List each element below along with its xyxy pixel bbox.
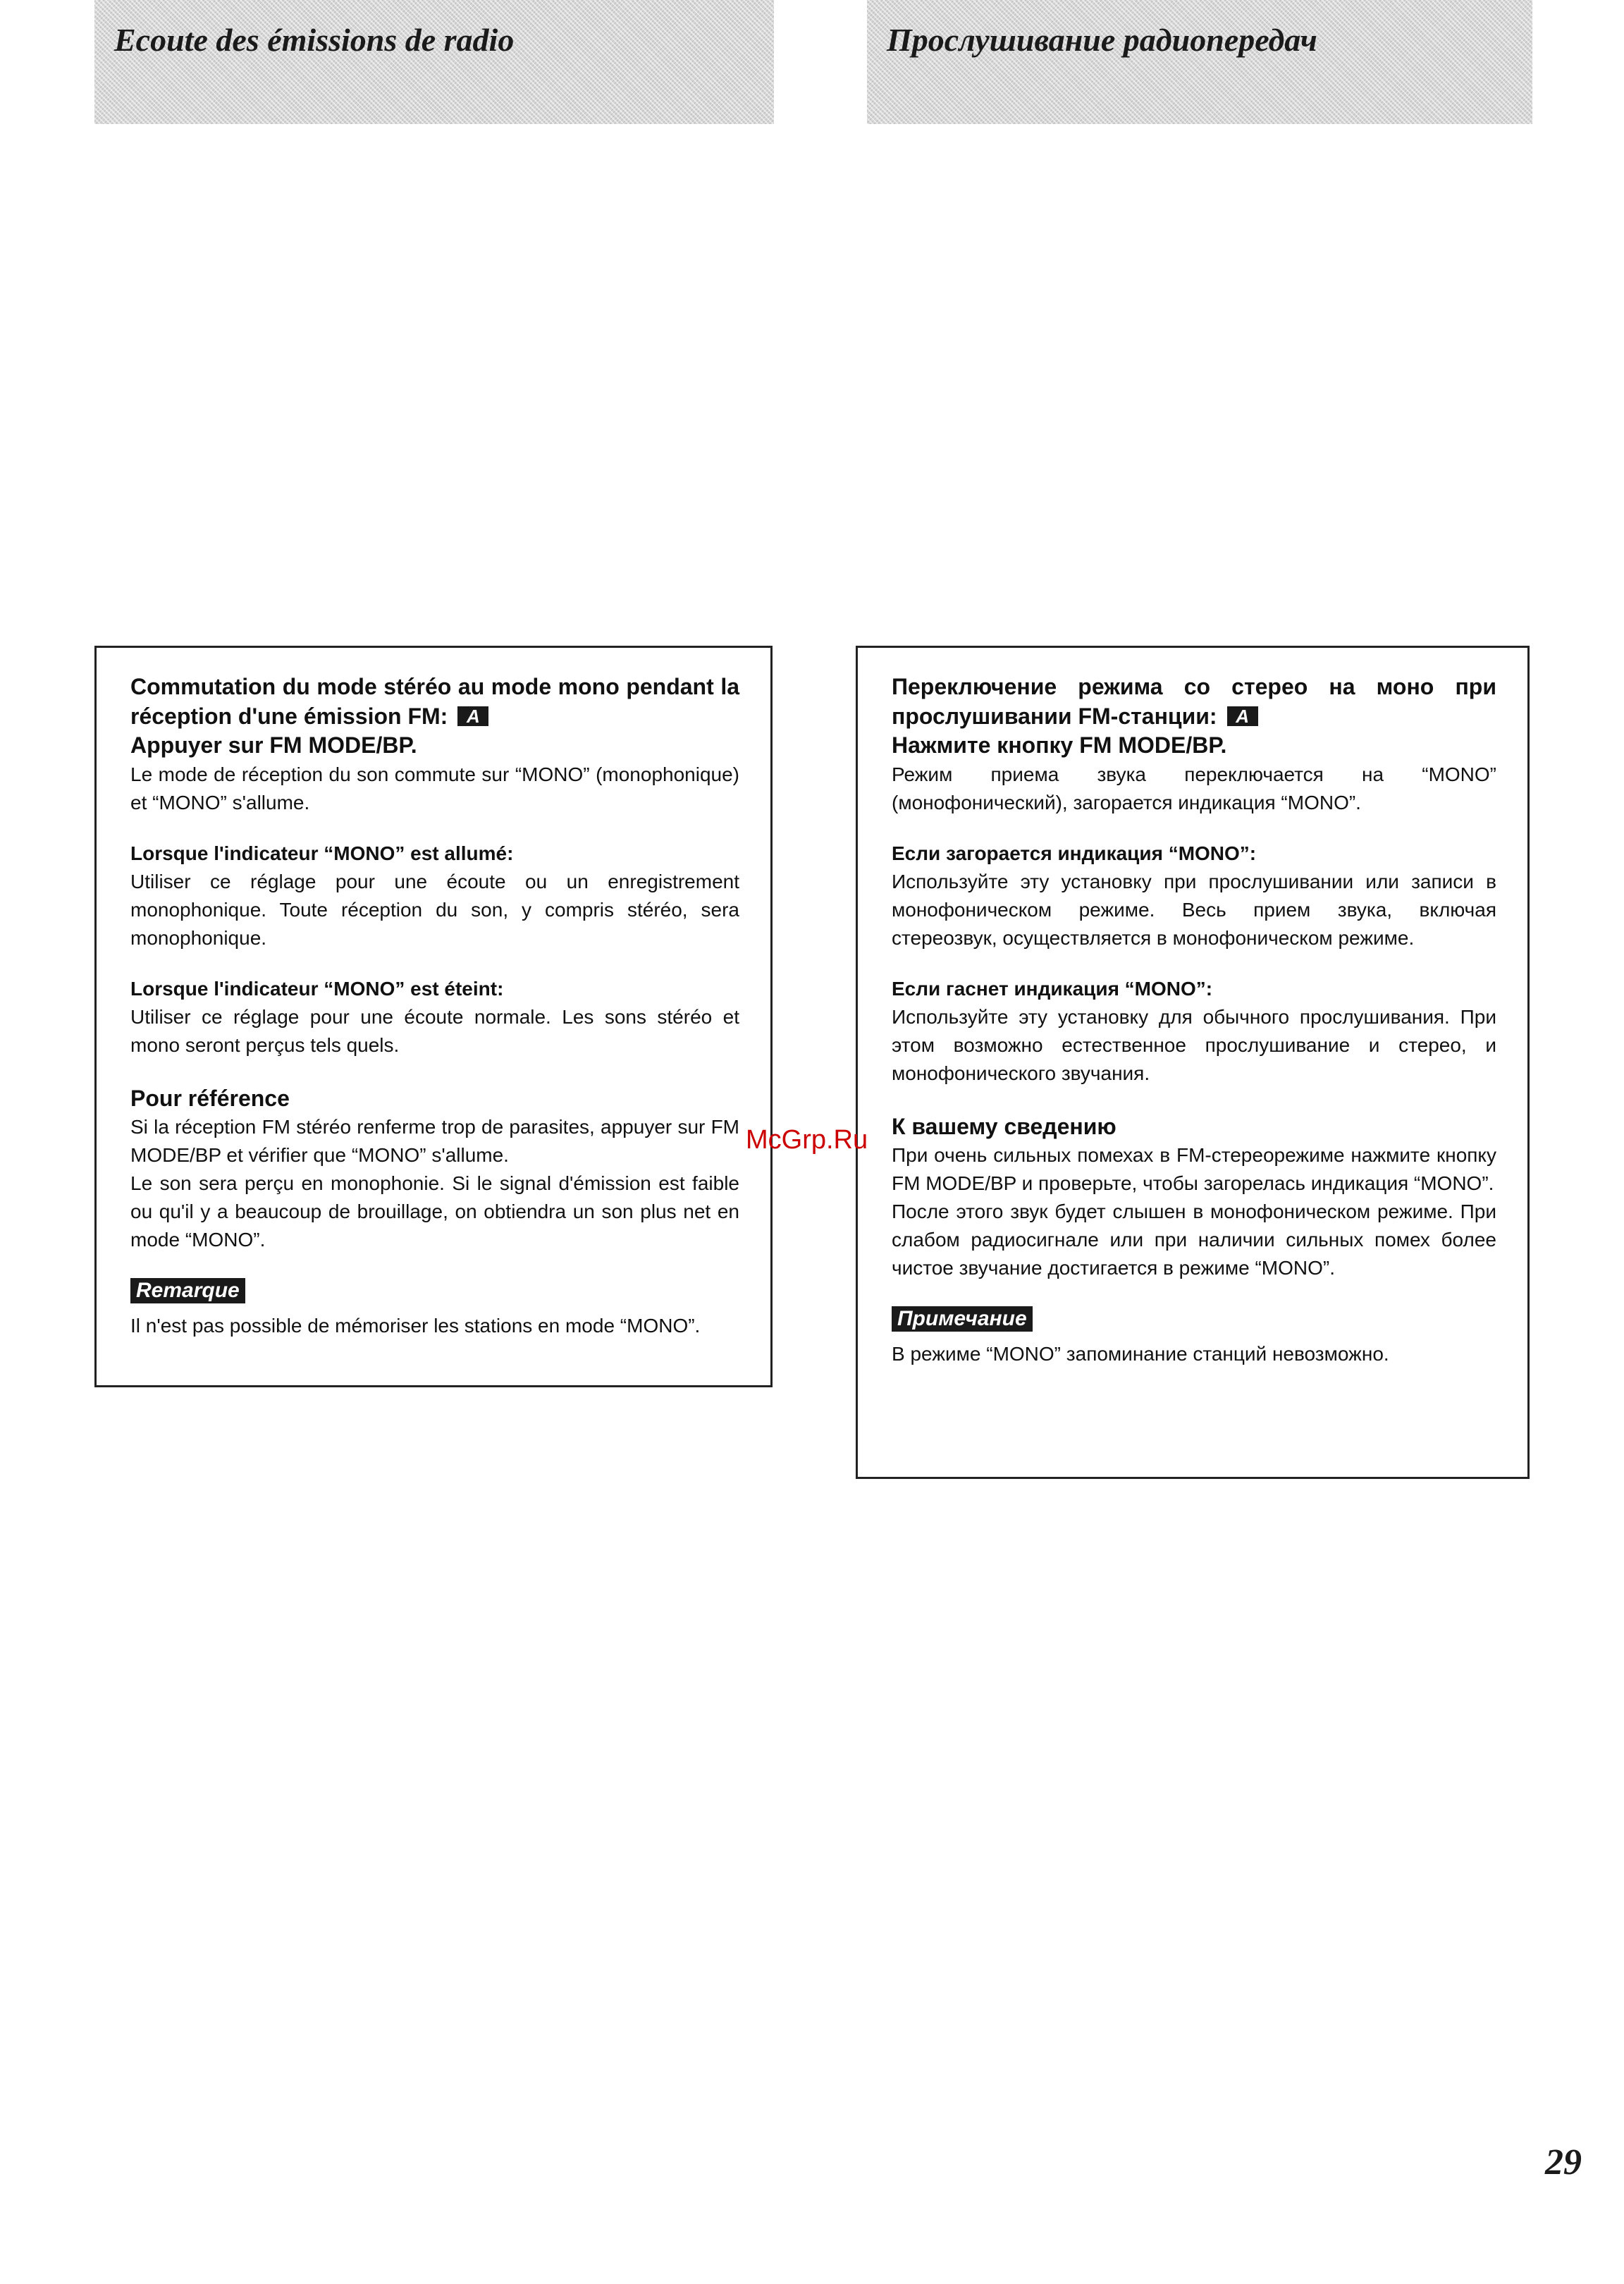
russian-instruction-box — [856, 646, 1530, 1479]
french-instruction-box — [94, 646, 773, 1387]
russian-reference-heading: К вашему сведению — [892, 1114, 1116, 1139]
section-title-russian: Прослушивание радиопередач — [887, 22, 1317, 58]
figure-a-icon: A — [457, 706, 488, 726]
french-mono-off-heading: Lorsque l'indicateur “MONO” est éteint: — [130, 978, 504, 1000]
french-reference-text-2: Le son sera perçu en monophonie. Si le signal d'émission est faible ou qu'il y a beaucoup de brouillage, on obtiendra un son plus net en mode “MONO”. — [130, 1172, 739, 1251]
russian-heading-text: Переключение режима со стерео на моно при прослушивании FM-станции: — [892, 674, 1496, 729]
french-heading — [130, 672, 739, 731]
russian-note-label: Примечание — [892, 1306, 1033, 1332]
russian-mono-off-heading: Если гаснет индикация “MONO”: — [892, 978, 1213, 1000]
watermark: McGrp.Ru — [746, 1125, 868, 1155]
russian-step: Нажмите кнопку FM MODE/BP. — [892, 732, 1227, 758]
french-heading-text: Commutation du mode stéréo au mode mono pendant la réception d'une émission FM: — [130, 674, 739, 729]
russian-reference-text-2: После этого звук будет слышен в монофоническом режиме. При слабом радиосигнале или при наличии сильных помех более чистое звучание достигается в режиме “MONO”. — [892, 1201, 1496, 1279]
figure-a-icon: A — [1227, 706, 1258, 726]
section-title-french: Ecoute des émissions de radio — [114, 22, 515, 58]
french-mono-off-text: Utiliser ce réglage pour une écoute normale. Les sons stéréo et mono seront perçus tels quels. — [130, 1006, 739, 1056]
russian-reference-text-1: При очень сильных помехах в FM-стереорежиме нажмите кнопку FM MODE/BP и проверьте, чтобы загорелась индикация “MONO”. — [892, 1144, 1496, 1194]
french-reference-text-1: Si la réception FM stéréo renferme trop de parasites, appuyer sur FM MODE/BP et vérifier que “MONO” s'allume. — [130, 1116, 739, 1166]
russian-note-text: В режиме “MONO” запоминание станций невозможно. — [892, 1343, 1389, 1365]
french-note-label: Remarque — [130, 1278, 245, 1303]
french-mono-on-heading: Lorsque l'indicateur “MONO” est allumé: — [130, 842, 514, 864]
french-note-text: Il n'est pas possible de mémoriser les stations en mode “MONO”. — [130, 1315, 701, 1337]
header-band-left — [94, 0, 774, 124]
russian-mono-on-text: Используйте эту установку при прослушивании или записи в монофоническом режиме. Весь прием звука, включая стереозвук, осуществляется в монофоническом режиме. — [892, 871, 1496, 949]
russian-heading — [892, 672, 1496, 731]
russian-mono-off-text: Используйте эту установку для обычного прослушивания. При этом возможно естественное прослушивание и стерео, и монофонического звучания. — [892, 1006, 1496, 1084]
russian-mono-on-heading: Если загорается индикация “MONO”: — [892, 842, 1257, 864]
header-band-right — [867, 0, 1532, 124]
french-step: Appuyer sur FM MODE/BP. — [130, 732, 417, 758]
russian-intro: Режим приема звука переключается на “MONO” (монофонический), загорается индикация “MONO”. — [892, 763, 1496, 813]
french-reference-heading: Pour référence — [130, 1086, 290, 1111]
french-intro: Le mode de réception du son commute sur “MONO” (monophonique) et “MONO” s'allume. — [130, 763, 739, 813]
page-number: 29 — [1545, 2142, 1582, 2182]
french-mono-on-text: Utiliser ce réglage pour une écoute ou un enregistrement monophonique. Toute réception du son, y compris stéréo, sera monophonique. — [130, 871, 739, 949]
